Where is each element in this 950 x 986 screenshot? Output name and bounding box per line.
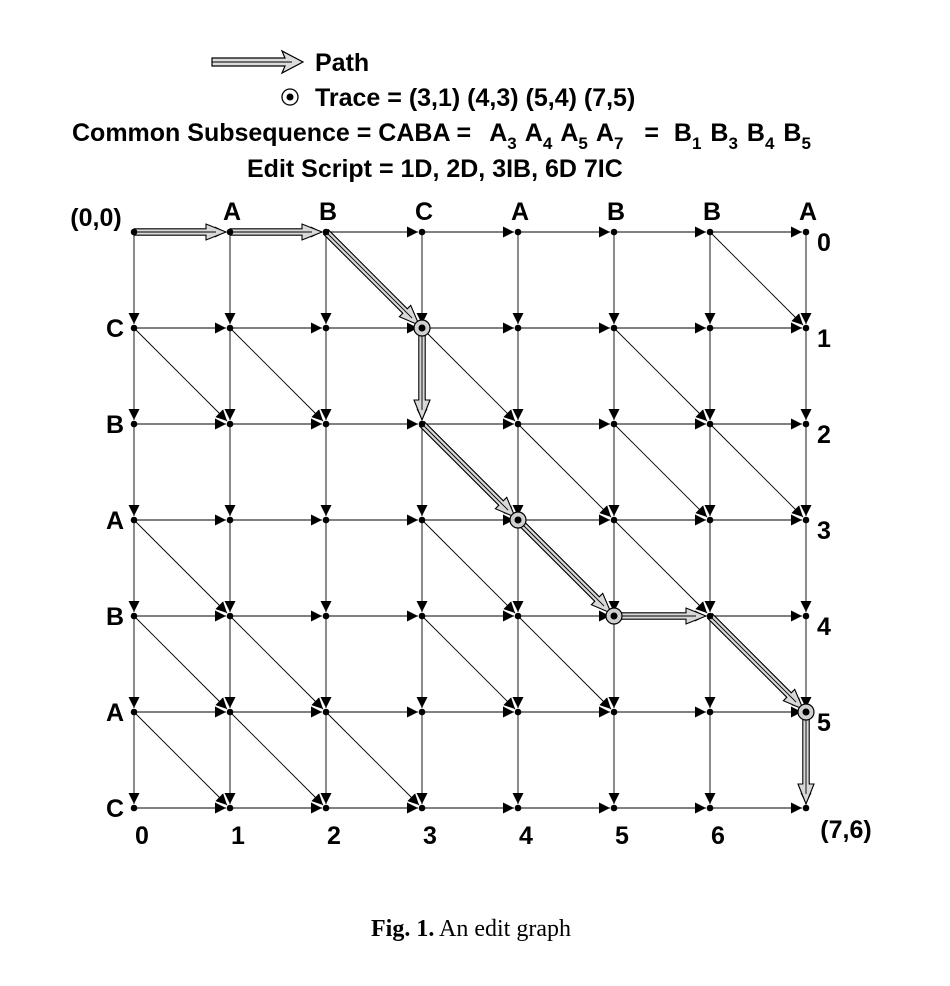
diagonal-edge [710, 424, 803, 517]
grid-node [323, 421, 330, 428]
string-b-letter: A [105, 699, 125, 727]
string-a-letter: A [222, 198, 242, 226]
grid-node [515, 805, 522, 812]
common-subsequence-prefix: Common Subsequence = CABA = [72, 119, 472, 147]
diagonal-edge [230, 328, 323, 421]
diagonal-edge [134, 328, 227, 421]
diagonal-edge [614, 520, 707, 613]
grid-node [419, 613, 426, 620]
path-segment-arrow [516, 518, 612, 614]
caption-text: An edit graph [434, 916, 571, 942]
x-index-label: 1 [231, 822, 245, 850]
string-a-letter: B [702, 198, 722, 226]
grid-node [323, 229, 330, 236]
grid-node [611, 229, 618, 236]
grid-node [131, 229, 138, 236]
diagonal-edge [230, 616, 323, 709]
grid-node [515, 709, 522, 716]
grid-node [611, 421, 618, 428]
grid-node [611, 325, 618, 332]
path-segment-arrow [134, 224, 226, 240]
grid-node [131, 517, 138, 524]
path-segment-arrow [798, 712, 814, 804]
diagonal-edge [710, 232, 803, 325]
origin-label: (0,0) [70, 204, 122, 232]
grid-node [803, 517, 810, 524]
grid-node [611, 709, 618, 716]
common-a-term: $A_5$ [560, 119, 588, 153]
y-index-label: 4 [817, 613, 831, 641]
diagonal-edge [518, 616, 611, 709]
grid-node [323, 517, 330, 524]
diagonal-edge [134, 616, 227, 709]
y-index-label: 2 [817, 421, 831, 449]
common-b-term: $B_5$ [783, 119, 811, 153]
path-segment-arrow [614, 608, 706, 624]
grid-node [131, 805, 138, 812]
x-index-label: 6 [711, 822, 725, 850]
y-index-label: 0 [817, 229, 831, 257]
string-b-letter: B [105, 603, 125, 631]
grid-node [131, 613, 138, 620]
edit-path [134, 224, 814, 804]
grid-node [515, 613, 522, 620]
grid-node [323, 613, 330, 620]
string-a-letter: C [414, 198, 434, 226]
grid-node [515, 325, 522, 332]
diagonal-edge [614, 424, 707, 517]
grid-node [323, 709, 330, 716]
trace-point-dot [515, 517, 522, 524]
grid-node [131, 709, 138, 716]
diagonal-edge [422, 328, 515, 421]
grid-node [419, 229, 426, 236]
legend-path-label: Path [315, 49, 370, 77]
legend-edit-script: Edit Script = 1D, 2D, 3IB, 6D 7IC [247, 155, 623, 183]
string-b-letter: C [105, 795, 125, 823]
grid-node [131, 421, 138, 428]
grid-node [803, 805, 810, 812]
common-b-term: $B_1$ [673, 119, 702, 153]
grid-node [515, 421, 522, 428]
grid-node [227, 517, 234, 524]
common-b-term: $B_4$ [746, 119, 775, 153]
grid-node [323, 325, 330, 332]
grid-node [227, 613, 234, 620]
common-a-term: $A_7$ [595, 119, 624, 153]
diagonal-edge [134, 520, 227, 613]
grid-node [515, 229, 522, 236]
caption-figure-number: Fig. 1. [371, 916, 435, 942]
grid-node [611, 517, 618, 524]
grid-node [707, 325, 714, 332]
string-b-letter: A [105, 507, 125, 535]
path-segment-arrow [414, 328, 430, 420]
x-index-label: 5 [615, 822, 629, 850]
string-a-letter: B [606, 198, 626, 226]
grid-node [707, 613, 714, 620]
trace-point-dot [611, 613, 618, 620]
diagonal-edge [422, 616, 515, 709]
string-b-letter: B [105, 411, 125, 439]
grid-node [419, 517, 426, 524]
grid-node [419, 805, 426, 812]
grid-node [707, 517, 714, 524]
grid-edges [134, 232, 806, 808]
common-b-term: $B_3$ [710, 119, 738, 153]
diagonal-edge [614, 328, 707, 421]
string-b-letter: C [105, 315, 125, 343]
trace-point-dot [419, 325, 426, 332]
grid-node [323, 805, 330, 812]
axis-labels [70, 198, 871, 850]
diagonal-edge [230, 712, 323, 805]
string-a-letter: B [318, 198, 338, 226]
grid-node [227, 325, 234, 332]
common-a-term: $A_3$ [489, 119, 517, 153]
grid-node [419, 421, 426, 428]
diagonal-edge [518, 424, 611, 517]
grid-node [227, 709, 234, 716]
grid-node [227, 805, 234, 812]
legend [72, 49, 811, 183]
grid-node [707, 421, 714, 428]
path-segment-arrow [708, 614, 804, 710]
trace-point-icon [282, 89, 298, 105]
path-segment-arrow [420, 422, 516, 518]
path-legend-arrow-icon [212, 51, 303, 73]
diagonal-edge [422, 520, 515, 613]
grid-node [707, 229, 714, 236]
grid-node [611, 805, 618, 812]
end-label: (7,6) [820, 816, 872, 844]
string-a-letter: A [510, 198, 530, 226]
grid-node [131, 325, 138, 332]
grid-node [419, 709, 426, 716]
grid-node [803, 421, 810, 428]
grid-node [227, 421, 234, 428]
legend-trace-label: Trace = (3,1) (4,3) (5,4) (7,5) [315, 84, 636, 112]
common-a-term: $A_4$ [524, 119, 553, 153]
x-index-label: 4 [519, 822, 533, 850]
x-index-label: 0 [135, 822, 149, 850]
y-index-label: 3 [817, 517, 831, 545]
y-index-label: 5 [817, 709, 831, 737]
grid-node [803, 229, 810, 236]
figure-caption [371, 916, 571, 942]
grid-node [803, 613, 810, 620]
string-a-letter: A [798, 198, 818, 226]
diagonal-edge [326, 712, 419, 805]
common-equals-sign: = [644, 119, 659, 147]
y-index-label: 1 [817, 325, 831, 353]
grid-node [707, 709, 714, 716]
grid-node [707, 805, 714, 812]
path-segment-arrow [324, 230, 420, 326]
legend-common-subsequence [72, 119, 811, 155]
x-index-label: 3 [423, 822, 437, 850]
trace-point-dot [803, 709, 810, 716]
grid-node [803, 325, 810, 332]
diagonal-edge [134, 712, 227, 805]
path-segment-arrow [230, 224, 322, 240]
x-index-label: 2 [327, 822, 341, 850]
grid-node [227, 229, 234, 236]
